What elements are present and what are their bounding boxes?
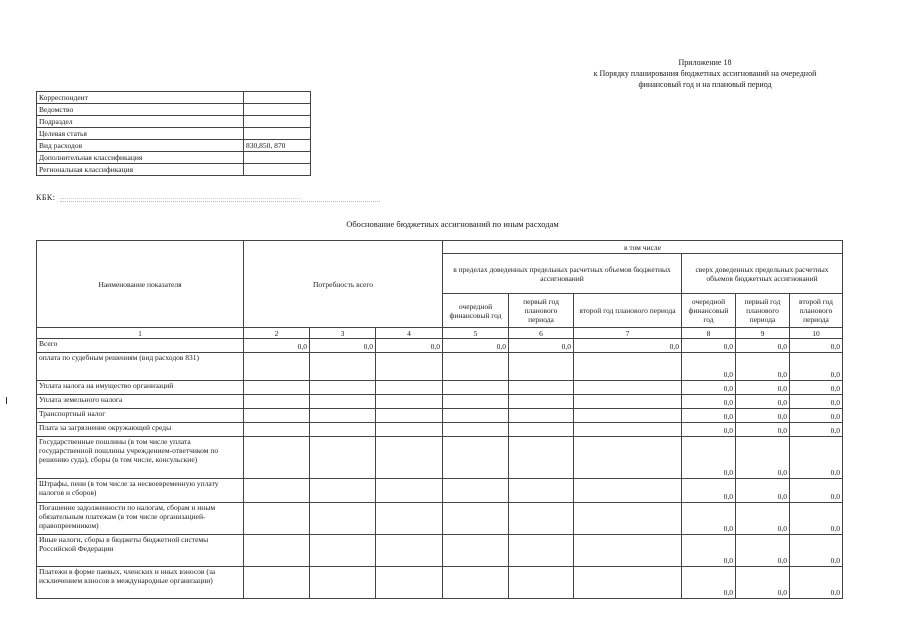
value-cell: 0,0: [790, 395, 843, 409]
classification-row: [37, 152, 311, 164]
classification-label: Подраздел: [37, 116, 244, 128]
value-cell: [376, 423, 443, 437]
value-cell: 0,0: [682, 339, 736, 353]
value-cell: 0,0: [736, 423, 790, 437]
appendix-reference: к Порядку планирования бюджетных ассигнований на очередной: [593, 69, 817, 78]
value-cell: [244, 479, 310, 503]
value-cell: [310, 381, 376, 395]
classification-value: [244, 164, 311, 176]
value-cell: [509, 567, 574, 599]
value-cell: [310, 409, 376, 423]
value-cell: 0,0: [736, 409, 790, 423]
classification-row: [37, 128, 311, 140]
value-cell: 0,0: [736, 567, 790, 599]
value-cell: [310, 395, 376, 409]
value-cell: 0,0: [682, 479, 736, 503]
appendix-header: [560, 57, 850, 90]
row-label: Иные налоги, сборы в бюджеты бюджетной системы Российской Федерации: [37, 535, 244, 567]
classification-value: [244, 128, 311, 140]
value-cell: 0,0: [736, 437, 790, 479]
value-cell: [376, 381, 443, 395]
header-plan-year-2: второй год планового периода: [574, 294, 682, 328]
value-cell: [443, 381, 509, 395]
row-label: Транспортный налог: [37, 409, 244, 423]
value-cell: [509, 395, 574, 409]
value-cell: [509, 353, 574, 381]
value-cell: 0,0: [682, 353, 736, 381]
value-cell: 0,0: [790, 339, 843, 353]
table-row: [37, 409, 843, 423]
value-cell: [509, 479, 574, 503]
value-cell: [509, 423, 574, 437]
value-cell: 0,0: [790, 437, 843, 479]
value-cell: [244, 503, 310, 535]
row-label: оплата по судебным решениям (вид расходов 831): [37, 353, 244, 381]
value-cell: [244, 423, 310, 437]
value-cell: [310, 479, 376, 503]
value-cell: [310, 437, 376, 479]
value-cell: [509, 409, 574, 423]
row-label: Штрафы, пени (в том числе за несвоевременную уплату налогов и сборов): [37, 479, 244, 503]
value-cell: [376, 437, 443, 479]
value-cell: [574, 395, 682, 409]
value-cell: 0,0: [682, 423, 736, 437]
header-plan-year-2: второй год планового периода: [790, 294, 843, 328]
value-cell: [376, 535, 443, 567]
classification-row: [37, 116, 311, 128]
value-cell: [574, 381, 682, 395]
classification-value: [244, 152, 311, 164]
value-cell: [310, 567, 376, 599]
classification-row: [37, 92, 311, 104]
classification-row: [37, 104, 311, 116]
value-cell: [509, 381, 574, 395]
value-cell: 0,0: [790, 535, 843, 567]
value-cell: 0,0: [736, 535, 790, 567]
classification-value: [244, 116, 311, 128]
value-cell: 0,0: [736, 479, 790, 503]
row-label: Погашение задолженности по налогам, сборам и иным обязательным платежам (в том числе организацией-правопреемником): [37, 503, 244, 535]
value-cell: [376, 503, 443, 535]
value-cell: [310, 423, 376, 437]
value-cell: [310, 535, 376, 567]
value-cell: [244, 409, 310, 423]
value-cell: [443, 535, 509, 567]
value-cell: 0,0: [790, 567, 843, 599]
value-cell: [376, 479, 443, 503]
header-next-year: очередной финансовый год: [682, 294, 736, 328]
table-row: [37, 353, 843, 381]
value-cell: [443, 395, 509, 409]
kbk-underline-2: [60, 188, 300, 199]
value-cell: [244, 395, 310, 409]
header-plan-year-1: первый год планового периода: [509, 294, 574, 328]
appendix-number: Приложение 18: [678, 58, 732, 67]
value-cell: 0,0: [790, 353, 843, 381]
value-cell: [443, 503, 509, 535]
table-row: [37, 567, 843, 599]
value-cell: [509, 535, 574, 567]
value-cell: [443, 567, 509, 599]
column-number: 7: [574, 328, 682, 339]
table-row: [37, 479, 843, 503]
value-cell: [244, 381, 310, 395]
value-cell: [574, 479, 682, 503]
value-cell: [443, 409, 509, 423]
value-cell: [244, 567, 310, 599]
value-cell: [574, 437, 682, 479]
column-number: 5: [443, 328, 509, 339]
table-row: [37, 381, 843, 395]
value-cell: 0,0: [682, 535, 736, 567]
header-within-limits: в пределах доведенных предельных расчетных объемов бюджетных ассигнований: [443, 254, 682, 294]
classification-value: [244, 104, 311, 116]
classification-label: Корреспондент: [37, 92, 244, 104]
header-including: в том числе: [443, 241, 843, 254]
value-cell: 0,0: [736, 503, 790, 535]
value-cell: [574, 423, 682, 437]
header-name: Наименование показателя: [37, 241, 244, 328]
header-total: Потребность всего: [244, 241, 443, 328]
value-cell: 0,0: [736, 381, 790, 395]
header-plan-year-1: первый год планового периода: [736, 294, 790, 328]
column-number: 2: [244, 328, 310, 339]
header-next-year: очередной финансовый год: [443, 294, 509, 328]
value-cell: [376, 395, 443, 409]
table-row: [37, 395, 843, 409]
value-cell: 0,0: [790, 423, 843, 437]
value-cell: 0,0: [790, 381, 843, 395]
value-cell: [310, 353, 376, 381]
value-cell: 0,0: [682, 395, 736, 409]
value-cell: 0,0: [682, 567, 736, 599]
column-number: 9: [736, 328, 790, 339]
value-cell: 0,0: [790, 409, 843, 423]
column-number: 8: [682, 328, 736, 339]
value-cell: [574, 567, 682, 599]
column-number: 10: [790, 328, 843, 339]
row-label: Государственные пошлины (в том числе уплата государственной пошлины учреждением-ответчиком по решению суда), сборы (в том числе, консульские): [37, 437, 244, 479]
value-cell: [509, 503, 574, 535]
table-row: [37, 423, 843, 437]
value-cell: 0,0: [574, 339, 682, 353]
margin-mark: [6, 397, 7, 404]
value-cell: [574, 353, 682, 381]
value-cell: [244, 535, 310, 567]
classification-value: [244, 92, 311, 104]
document-title: Обоснование бюджетных ассигнований по иным расходам: [346, 219, 559, 229]
value-cell: [244, 437, 310, 479]
table-row: [37, 503, 843, 535]
classification-row: [37, 140, 311, 152]
column-number: 3: [310, 328, 376, 339]
value-cell: 0,0: [682, 503, 736, 535]
value-cell: 0,0: [736, 353, 790, 381]
classification-label: Целевая статья: [37, 128, 244, 140]
classification-table: [36, 91, 311, 176]
row-label: Платежи в форме паевых, членских и иных взносов (за исключением взносов в международные организации): [37, 567, 244, 599]
column-number: 4: [376, 328, 443, 339]
value-cell: 0,0: [736, 339, 790, 353]
appendix-reference-cont: финансовый год и на плановый период: [638, 80, 772, 89]
budget-justification-table: [36, 240, 843, 599]
value-cell: [376, 567, 443, 599]
value-cell: 0,0: [682, 409, 736, 423]
value-cell: [310, 503, 376, 535]
value-cell: 0,0: [376, 339, 443, 353]
value-cell: [574, 409, 682, 423]
value-cell: [376, 353, 443, 381]
value-cell: 0,0: [244, 339, 310, 353]
value-cell: 0,0: [310, 339, 376, 353]
table-row: [37, 339, 843, 353]
value-cell: [574, 535, 682, 567]
classification-label: Вид расходов: [37, 140, 244, 152]
classification-label: Дополнительная классификация: [37, 152, 244, 164]
kbk-label: КБК:: [36, 193, 56, 202]
value-cell: [244, 353, 310, 381]
value-cell: [443, 437, 509, 479]
classification-label: Региональная классификация: [37, 164, 244, 176]
value-cell: [509, 437, 574, 479]
value-cell: 0,0: [682, 437, 736, 479]
column-number: 6: [509, 328, 574, 339]
value-cell: [376, 409, 443, 423]
value-cell: 0,0: [790, 503, 843, 535]
row-label: Уплата земельного налога: [37, 395, 244, 409]
table-row: [37, 535, 843, 567]
header-beyond-limits: сверх доведенных предельных расчетных объемов бюджетных ассигнований: [682, 254, 843, 294]
value-cell: [574, 503, 682, 535]
classification-label: Ведомство: [37, 104, 244, 116]
table-row: [37, 437, 843, 479]
value-cell: 0,0: [736, 395, 790, 409]
row-label: Уплата налога на имущество организаций: [37, 381, 244, 395]
column-number: 1: [37, 328, 244, 339]
row-label: Плата за загрязнение окружающей среды: [37, 423, 244, 437]
value-cell: 0,0: [509, 339, 574, 353]
row-label: Всего: [37, 339, 244, 353]
value-cell: 0,0: [443, 339, 509, 353]
value-cell: 0,0: [682, 381, 736, 395]
value-cell: [443, 423, 509, 437]
value-cell: [443, 353, 509, 381]
value-cell: 0,0: [790, 479, 843, 503]
classification-row: [37, 164, 311, 176]
value-cell: [443, 479, 509, 503]
classification-value: 830,850, 870: [244, 140, 311, 152]
